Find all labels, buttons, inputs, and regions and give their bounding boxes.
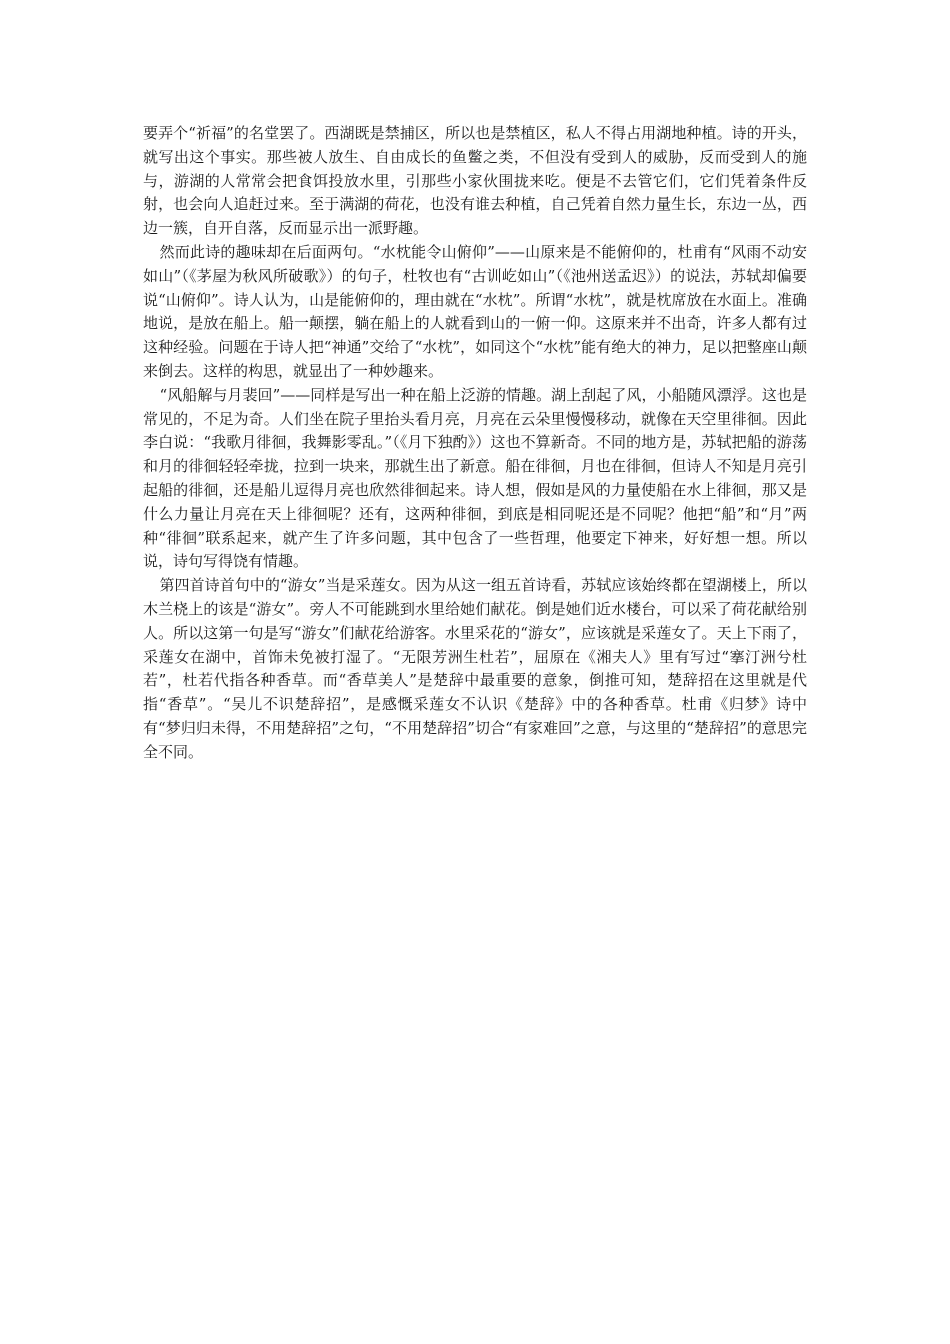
paragraph-4: 第四首诗首句中的“游女”当是采莲女。因为从这一组五首诗看，苏轼应该始终都在望湖楼上，所以木兰桡上的该是“游女”。旁人不可能跳到水里给她们献花。倒是她们近水楼台，可以采了荷花献给别人。所以这第一句是写“游女”们献花给游客。水里采花的“游女”，应该就是采莲女了。天上下雨了，采莲女在湖中，首饰未免被打湿了。“无限芳洲生杜若”，屈原在《湘夫人》里有写过“搴汀洲兮杜若”，杜若代指各种香草。而“香草美人”是楚辞中最重要的意象，倒推可知，楚辞招在这里就是代指“香草”。“吴儿不识楚辞招”，是感慨采莲女不认识《楚辞》中的各种香草。杜甫《归梦》诗中有“梦归归未得，不用楚辞招”之句，“不用楚辞招”切合“有家难回”之意，与这里的“楚辞招”的意思完全不同。 [143,576,807,761]
document-page [143,122,807,765]
paragraph-3: “风船解与月裴回”——同样是写出一种在船上泛游的情趣。湖上刮起了风，小船随风漂浮。这也是常见的，不足为奇。人们坐在院子里抬头看月亮，月亮在云朵里慢慢移动，就像在天空里徘徊。因此李白说：“我歌月徘徊，我舞影零乱。”（《月下独酌》）这也不算新奇。不同的地方是，苏轼把船的游荡和月的徘徊轻轻牵拢，拉到一块来，那就生出了新意。船在徘徊，月也在徘徊，但诗人不知是月亮引起船的徘徊，还是船儿逗得月亮也欣然徘徊起来。诗人想，假如是风的力量使船在水上徘徊，那又是什么力量让月亮在天上徘徊呢？还有，这两种徘徊，到底是相同呢还是不同呢？他把“船”和“月”两种“徘徊”联系起来，就产生了许多问题，其中包含了一些哲理，他要定下神来，好好想一想。所以说，诗句写得饶有情趣。 [143,385,807,571]
paragraph-2: 然而此诗的趣味却在后面两句。“水枕能令山俯仰”——山原来是不能俯仰的，杜甫有“风雨不动安如山”（《茅屋为秋风所破歌》）的句子，杜牧也有“古训屹如山”（《池州送孟迟》）的说法，苏轼却偏要说“山俯仰”。诗人认为，山是能俯仰的，理由就在“水枕”。所谓“水枕”，就是枕席放在水面上。准确地说，是放在船上。船一颠摆，躺在船上的人就看到山的一俯一仰。这原来并不出奇，许多人都有过这种经验。问题在于诗人把“神通”交给了“水枕”，如同这个“水枕”能有绝大的神力，足以把整座山颠来倒去。这样的构思，就显出了一种妙趣来。 [143,242,807,380]
paragraph-1: 要弄个“祈福”的名堂罢了。西湖既是禁捕区，所以也是禁植区，私人不得占用湖地种植。诗的开头，就写出这个事实。那些被人放生、自由成长的鱼鳖之类，不但没有受到人的威胁，反而受到人的施与，游湖的人常常会把食饵投放水里，引那些小家伙围拢来吃。便是不去管它们，它们凭着条件反射，也会向人追赶过来。至于满湖的荷花，也没有谁去种植，自己凭着自然力量生长，东边一丛，西边一簇，自开自落，反而显示出一派野趣。 [143,124,807,238]
